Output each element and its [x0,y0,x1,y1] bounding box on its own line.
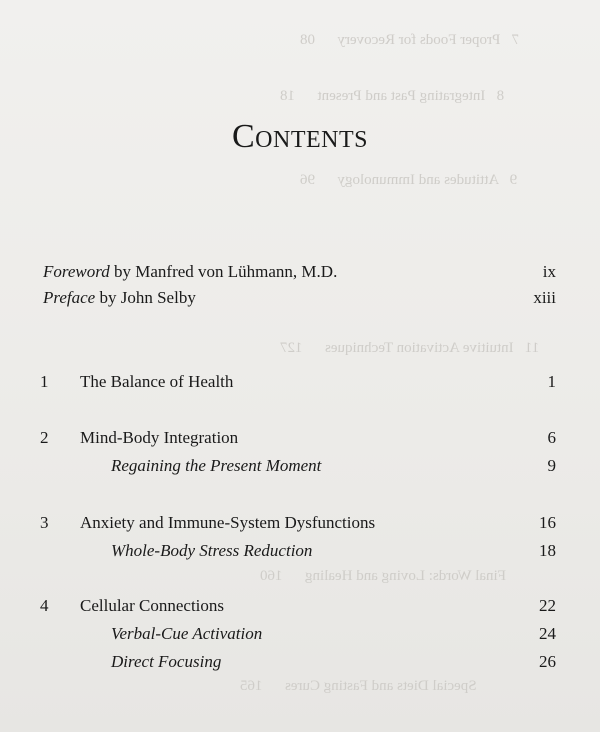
bleed-through-decor: Special Diets and Fasting Cures 165 [240,678,477,694]
front-matter-text: by John Selby [95,288,196,307]
toc-front-matter-row [40,285,556,311]
subsection-title: Whole-Body Stress Reduction [111,541,313,560]
page-number: 26 [539,652,556,671]
bleed-through-decor: 8 Integrating Past and Present 18 [280,88,505,104]
front-matter-italic: Foreword [43,262,110,281]
bleed-through-decor: 7 Proper Foods for Recovery 08 [300,32,520,48]
page-number: 1 [547,372,556,391]
bleed-through-decor: Final Words: Loving and Healing 160 [260,568,506,584]
subsection-title: Regaining the Present Moment [111,456,322,475]
toc-chapter-row [40,369,556,395]
front-matter-text: by Manfred von Lühmann, M.D. [109,262,338,281]
page-number: 6 [547,428,556,447]
toc-front-matter-row [40,259,556,285]
toc-chapter-row [40,510,556,536]
toc-chapter-row [40,593,556,619]
page-number: 9 [547,456,556,475]
chapter-title: Mind-Body Integration [80,428,239,447]
chapter-number: 4 [40,596,49,615]
page-number: 24 [539,624,556,643]
page-number: 18 [539,541,556,560]
page-number: 16 [539,513,556,532]
chapter-number: 1 [40,372,49,391]
toc-chapter-row [40,425,556,451]
page-number: ix [542,262,556,281]
chapter-number: 3 [40,513,49,532]
chapter-title: Anxiety and Immune-System Dysfunctions [80,513,376,532]
front-matter-italic: Preface [43,288,96,307]
bleed-through-decor: 9 Attitudes and Immunology 96 [300,172,518,188]
toc-subsection-row [40,538,556,564]
subsection-title: Verbal-Cue Activation [111,624,263,643]
page-title: Contents [231,118,368,155]
bleed-through-decor: 11 Intuitive Activation Techniques 127 [280,340,540,356]
toc-subsection-row [40,453,556,479]
chapter-title: Cellular Connections [80,596,225,615]
toc-subsection-row [40,621,556,647]
page-number: xiii [533,288,556,307]
chapter-title: The Balance of Health [80,372,234,391]
subsection-title: Direct Focusing [111,652,222,671]
chapter-number: 2 [40,428,49,447]
page-number: 22 [539,596,556,615]
toc-subsection-row [40,649,556,675]
